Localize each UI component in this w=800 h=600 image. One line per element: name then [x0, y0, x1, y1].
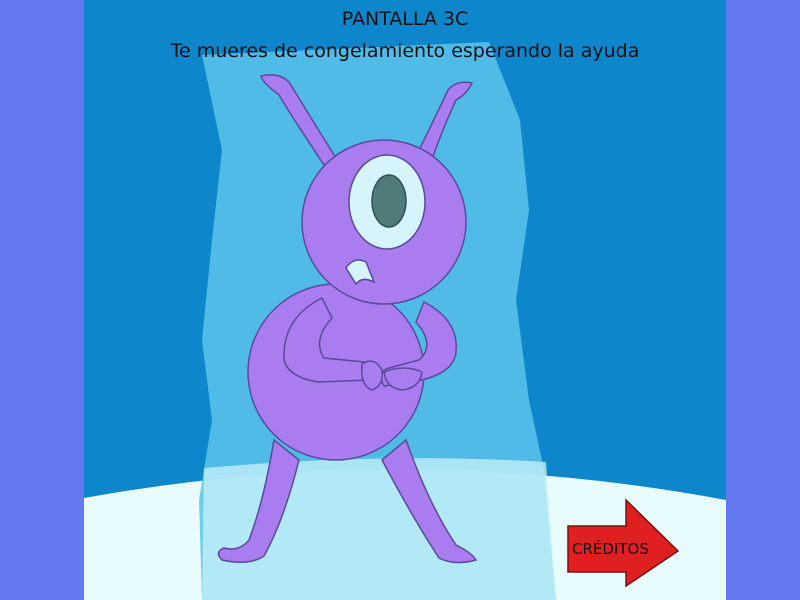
- game-stage: [84, 0, 726, 600]
- credits-button-label: CRÉDITOS: [572, 540, 649, 558]
- alien-pupil: [372, 175, 406, 227]
- credits-button[interactable]: [564, 496, 684, 588]
- screen-subtitle: Te mueres de congelamiento esperando la ayuda: [170, 40, 640, 62]
- screen-title: PANTALLA 3C: [341, 8, 469, 30]
